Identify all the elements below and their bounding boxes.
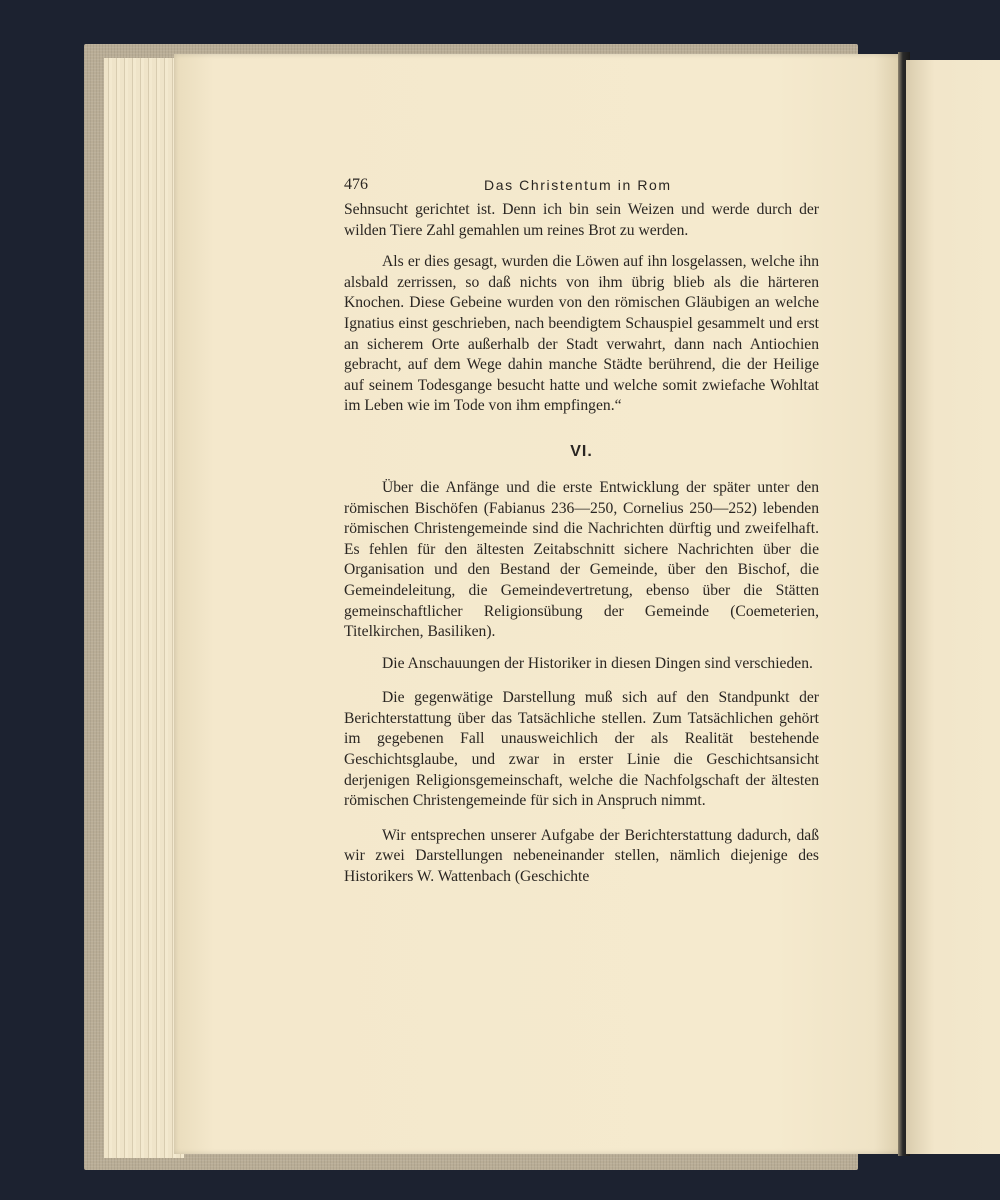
page-text: [344, 176, 819, 888]
page-edges: [104, 58, 184, 1158]
section-heading: VI.: [570, 442, 593, 460]
paragraph: Über die Anfänge und die erste Entwicklung der später unter den römischen Bischöfen (Fabianus 236—250, Cornelius 250—252) lebenden römischen Christengemeinde sind die Nachrichten dürftig und zweifelhaft. Es fehlen für den ältesten Zeitabschnitt sichere Nachrichten über die Organisation und den Bestand der Gemeinde, über den Bischof, die Gemeindeleitung, die Gemeindevertretung, ebenso über die Stätten gemeinschaftlicher Religionsübung der Gemeinde (Coemeterien, Titelkirchen, Basiliken).: [344, 478, 819, 641]
running-head: [344, 176, 819, 200]
paragraph: Sehnsucht gerichtet ist. Denn ich bin sein Weizen und werde durch der wilden Tiere Zahl gemahlen um reines Brot zu werden.: [344, 201, 819, 239]
running-title: Das Christentum in Rom: [484, 177, 672, 193]
paragraph: Wir entsprechen unserer Aufgabe der Berichterstattung dadurch, daß wir zwei Darstellungen nebeneinander stellen, nämlich diejenige des Historikers W. Wattenbach (Geschichte: [344, 826, 819, 886]
paragraph: Als er dies gesagt, wurden die Löwen auf ihn losgelassen, welche ihn alsbald zerrissen, so daß nichts von ihm übrig blieb als die härteren Knochen. Diese Gebeine wurden von den römischen Gläubigen an welche Ignatius einst geschrieben, nach beendigtem Schauspiel gesammelt und erst an sicherem Orte außerhalb der Stadt verwahrt, dann nach Antiochien gebracht, auf dem Wege dahin manche Städte berührend, die der Heilige auf seinem Todesgange besucht hatte und welche somit zwiefache Wohltat im Leben wie im Tode von ihm empfingen.“: [344, 253, 819, 415]
paragraph: Die Anschauungen der Historiker in diesen Dingen sind verschieden.: [382, 654, 813, 672]
paragraph: Die gegenwätige Darstellung muß sich auf den Standpunkt der Berichterstattung über das Tatsächliche stellen. Zum Tatsächlichen gehört im gegebenen Fall unausweichlich der als Realität bestehende Geschichtsglaube, und zwar in erster Linie die Geschichtsansicht derjenigen Religionsgemeinschaft, welche die Nachfolgschaft der ältesten römischen Christengemeinde für sich in Anspruch nimmt.: [344, 689, 819, 810]
page-number: 476: [344, 176, 368, 193]
right-page-edge: [906, 60, 1000, 1154]
